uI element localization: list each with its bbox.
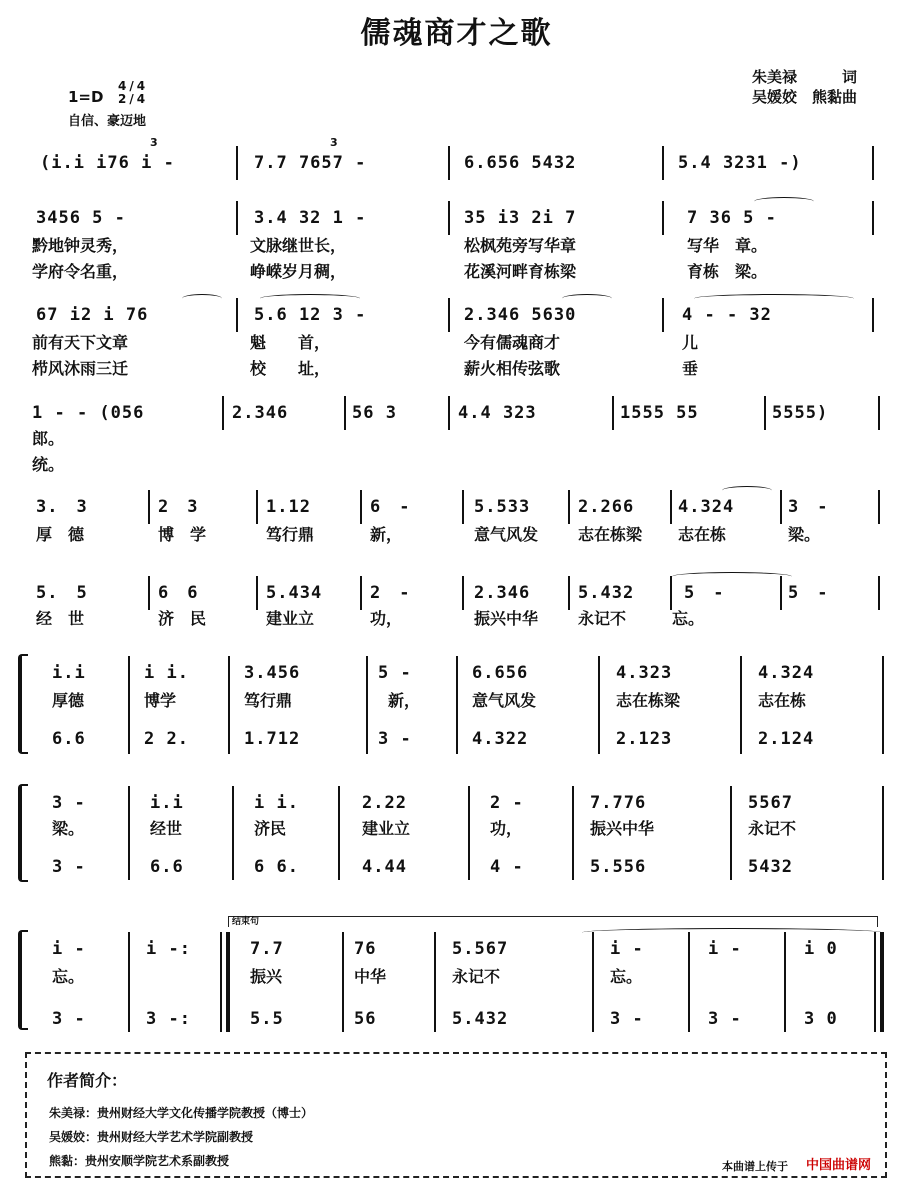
bar-line bbox=[448, 396, 450, 430]
bar-line bbox=[764, 396, 766, 430]
staff-brace bbox=[18, 654, 28, 754]
measure: i 0 bbox=[804, 939, 838, 959]
ending-label: 结束句 bbox=[232, 917, 260, 927]
measure: 3 - bbox=[708, 1009, 742, 1029]
measure: 6.656 bbox=[472, 663, 529, 683]
measure: i.i bbox=[150, 793, 184, 813]
measure: 4 - bbox=[490, 857, 524, 877]
measure: 6 - bbox=[370, 497, 411, 517]
measure: 4.322 bbox=[472, 729, 529, 749]
bar-line bbox=[256, 576, 258, 610]
measure: 7.7 7657 - bbox=[254, 153, 367, 173]
measure: 3.4 32 1 - bbox=[254, 208, 367, 228]
bar-line bbox=[688, 932, 690, 1032]
song-title: 儒魂商才之歌 bbox=[360, 16, 553, 51]
measure: 1555 55 bbox=[620, 403, 699, 423]
measure: 5555) bbox=[772, 403, 829, 423]
bar-line bbox=[780, 576, 782, 610]
lyrics-verse-1: 忘。 振兴 中华 永记不 忘。 bbox=[52, 967, 643, 986]
measure: 1 - - (056 bbox=[32, 403, 145, 423]
measure: 2 3 bbox=[158, 497, 199, 517]
bar-line bbox=[878, 396, 880, 430]
bar-line bbox=[148, 490, 150, 524]
measure: 4.4 323 bbox=[458, 403, 537, 423]
measure: 5.556 bbox=[590, 857, 647, 877]
upper-voice bbox=[32, 936, 887, 962]
bar-line bbox=[456, 656, 458, 754]
measure: 5 - bbox=[378, 663, 412, 683]
bar-line bbox=[338, 786, 340, 880]
measure: 3456 5 - bbox=[36, 208, 126, 228]
measure: 67 i2 i 76 bbox=[36, 305, 149, 325]
lyrics-verse-1: 黔地钟灵秀， 文脉继世长， 松枫苑旁写华章 写华 章。 bbox=[32, 236, 768, 255]
bar-line bbox=[872, 298, 874, 332]
measure: i - bbox=[610, 939, 644, 959]
triplet-mark: 3 bbox=[330, 136, 338, 149]
measure: (i.i i76 i - bbox=[40, 153, 175, 173]
bar-line bbox=[468, 786, 470, 880]
measure: 5.6 12 3 - bbox=[254, 305, 367, 325]
bar-line bbox=[662, 298, 664, 332]
bio-line: 吴媛姣：贵州财经大学艺术学院副教授 bbox=[49, 1130, 254, 1144]
measure: 56 bbox=[354, 1009, 377, 1029]
measure: 6.656 5432 bbox=[464, 153, 577, 173]
final-bar-thick bbox=[880, 932, 884, 1032]
measure: 2.22 bbox=[362, 793, 407, 813]
notation-line bbox=[32, 494, 887, 520]
bar-line bbox=[662, 146, 664, 180]
bio-line: 朱美禄：贵州财经大学文化传播学院教授（博士） bbox=[49, 1106, 314, 1120]
measure: 4.324 bbox=[758, 663, 815, 683]
bar-line bbox=[228, 656, 230, 754]
measure: i - bbox=[708, 939, 742, 959]
bar-line bbox=[872, 201, 874, 235]
measure: 3 - bbox=[378, 729, 412, 749]
bar-line bbox=[360, 490, 362, 524]
upper-voice bbox=[32, 790, 887, 816]
measure: 4.44 bbox=[362, 857, 407, 877]
measure: 2 - bbox=[370, 583, 411, 603]
measure: 6 6 bbox=[158, 583, 199, 603]
bar-line bbox=[360, 576, 362, 610]
measure: i -: bbox=[146, 939, 191, 959]
bar-line bbox=[342, 932, 344, 1032]
measure: 5.5 bbox=[250, 1009, 284, 1029]
notation-line bbox=[32, 302, 887, 328]
lyricist-credit: 朱美禄 词 bbox=[752, 68, 858, 86]
measure: 2.346 bbox=[474, 583, 531, 603]
bar-line bbox=[568, 490, 570, 524]
measure: 5.434 bbox=[266, 583, 323, 603]
bar-line bbox=[612, 396, 614, 430]
notation-line bbox=[32, 580, 887, 606]
measure: 5. 5 bbox=[36, 583, 88, 603]
measure: 5.4 3231 -) bbox=[678, 153, 802, 173]
measure: 3 -: bbox=[146, 1009, 191, 1029]
lyrics-verse-1: 厚德 博学 笃行鼎 新， 意气风发 志在栋梁 志在栋 bbox=[52, 691, 807, 710]
bar-line bbox=[882, 786, 884, 880]
lyrics-verse-2: 统。 bbox=[32, 455, 65, 474]
ending-bracket bbox=[228, 916, 878, 927]
measure: 3 - bbox=[610, 1009, 644, 1029]
measure: 1.712 bbox=[244, 729, 301, 749]
bar-line bbox=[448, 201, 450, 235]
measure: 7.7 bbox=[250, 939, 284, 959]
composer-credit: 吴媛姣 熊黏曲 bbox=[752, 88, 858, 106]
measure: 5567 bbox=[748, 793, 793, 813]
bar-line bbox=[592, 932, 594, 1032]
measure: i - bbox=[52, 939, 86, 959]
bar-line bbox=[780, 490, 782, 524]
bar-line bbox=[878, 490, 880, 524]
lyrics-verse-1: 经 世 济 民 建业立 功， 振兴中华 永记不 忘。 bbox=[36, 609, 705, 628]
notation-line bbox=[32, 150, 887, 176]
notation-line bbox=[32, 400, 887, 426]
upload-text: 本曲谱上传于 bbox=[722, 1160, 788, 1173]
bar-line bbox=[670, 490, 672, 524]
bar-line bbox=[236, 201, 238, 235]
measure: i i. bbox=[254, 793, 299, 813]
measure: i i. bbox=[144, 663, 189, 683]
tempo-marking: 自信、豪迈地 bbox=[68, 114, 147, 129]
measure: 2.123 bbox=[616, 729, 673, 749]
lyrics-verse-2: 栉风沐雨三迁 校 址， 薪火相传弦歌 垂 bbox=[32, 359, 699, 378]
measure: 3 - bbox=[788, 497, 829, 517]
measure: 6.6 bbox=[52, 729, 86, 749]
lower-voice bbox=[32, 854, 887, 880]
measure: i.i bbox=[52, 663, 86, 683]
measure: 4 - - 32 bbox=[682, 305, 772, 325]
staff-brace bbox=[18, 784, 28, 882]
measure: 5.432 bbox=[452, 1009, 509, 1029]
measure: 4.323 bbox=[616, 663, 673, 683]
measure: 6 6. bbox=[254, 857, 299, 877]
lower-voice bbox=[32, 726, 887, 752]
bar-line bbox=[872, 146, 874, 180]
measure: 5.567 bbox=[452, 939, 509, 959]
lyrics-verse-1: 前有天下文章 魁 首， 今有儒魂商才 儿 bbox=[32, 333, 699, 352]
measure: 5.432 bbox=[578, 583, 635, 603]
bar-line bbox=[366, 656, 368, 754]
measure: 3 - bbox=[52, 1009, 86, 1029]
bar-line bbox=[662, 201, 664, 235]
repeat-bar bbox=[220, 932, 222, 1032]
repeat-bar-thick bbox=[226, 932, 230, 1032]
bar-line bbox=[882, 656, 884, 754]
measure: 5432 bbox=[748, 857, 793, 877]
notation-line bbox=[32, 205, 887, 231]
measure: 3. 3 bbox=[36, 497, 88, 517]
triplet-mark: 3 bbox=[150, 136, 158, 149]
measure: 5 - bbox=[788, 583, 829, 603]
measure: 5.533 bbox=[474, 497, 531, 517]
final-bar bbox=[874, 932, 876, 1032]
bar-line bbox=[236, 146, 238, 180]
lyrics-verse-1: 厚 德 博 学 笃行鼎 新， 意气风发 志在栋梁 志在栋 梁。 bbox=[36, 525, 821, 544]
measure: 2.266 bbox=[578, 497, 635, 517]
bar-line bbox=[128, 786, 130, 880]
bar-line bbox=[128, 656, 130, 754]
bar-line bbox=[462, 490, 464, 524]
bar-line bbox=[128, 932, 130, 1032]
measure: 2.346 5630 bbox=[464, 305, 577, 325]
bio-line: 熊黏：贵州安顺学院艺术系副教授 bbox=[49, 1154, 230, 1168]
bar-line bbox=[236, 298, 238, 332]
time-signature: 4/4 2/4 bbox=[118, 79, 149, 106]
bar-line bbox=[256, 490, 258, 524]
upper-voice bbox=[32, 660, 887, 686]
bar-line bbox=[222, 396, 224, 430]
lower-voice bbox=[32, 1006, 887, 1032]
bar-line bbox=[148, 576, 150, 610]
measure: 7.776 bbox=[590, 793, 647, 813]
measure: 56 3 bbox=[352, 403, 397, 423]
measure: 7 36 5 - bbox=[687, 208, 777, 228]
bar-line bbox=[784, 932, 786, 1032]
measure: 3 - bbox=[52, 793, 86, 813]
bar-line bbox=[448, 146, 450, 180]
measure: 1.12 bbox=[266, 497, 311, 517]
key-signature: 1=D bbox=[68, 88, 104, 106]
bar-line bbox=[598, 656, 600, 754]
site-logo[interactable]: 中国曲谱网 bbox=[806, 1158, 872, 1173]
bar-line bbox=[462, 576, 464, 610]
measure: 2 - bbox=[490, 793, 524, 813]
lyrics-verse-2: 学府令名重， 峥嵘岁月稠， 花溪河畔育栋梁 育栋 梁。 bbox=[32, 262, 768, 281]
bar-line bbox=[730, 786, 732, 880]
bar-line bbox=[568, 576, 570, 610]
measure: 2.124 bbox=[758, 729, 815, 749]
measure: 6.6 bbox=[150, 857, 184, 877]
measure: 3 0 bbox=[804, 1009, 838, 1029]
bar-line bbox=[344, 396, 346, 430]
measure: 3 - bbox=[52, 857, 86, 877]
staff-brace bbox=[18, 930, 28, 1030]
lyrics-verse-1: 梁。 经世 济民 建业立 功， 振兴中华 永记不 bbox=[52, 819, 797, 838]
bar-line bbox=[670, 576, 672, 610]
measure: 76 bbox=[354, 939, 377, 959]
measure: 2 2. bbox=[144, 729, 189, 749]
bar-line bbox=[740, 656, 742, 754]
bar-line bbox=[878, 576, 880, 610]
measure: 5 - bbox=[684, 583, 725, 603]
bar-line bbox=[232, 786, 234, 880]
measure: 3.456 bbox=[244, 663, 301, 683]
measure: 4.324 bbox=[678, 497, 735, 517]
bar-line bbox=[572, 786, 574, 880]
bar-line bbox=[448, 298, 450, 332]
lyrics-verse-1: 郎。 bbox=[32, 429, 65, 448]
bar-line bbox=[434, 932, 436, 1032]
bio-heading: 作者简介： bbox=[47, 1071, 128, 1090]
measure: 35 i3 2i 7 bbox=[464, 208, 577, 228]
measure: 2.346 bbox=[232, 403, 289, 423]
